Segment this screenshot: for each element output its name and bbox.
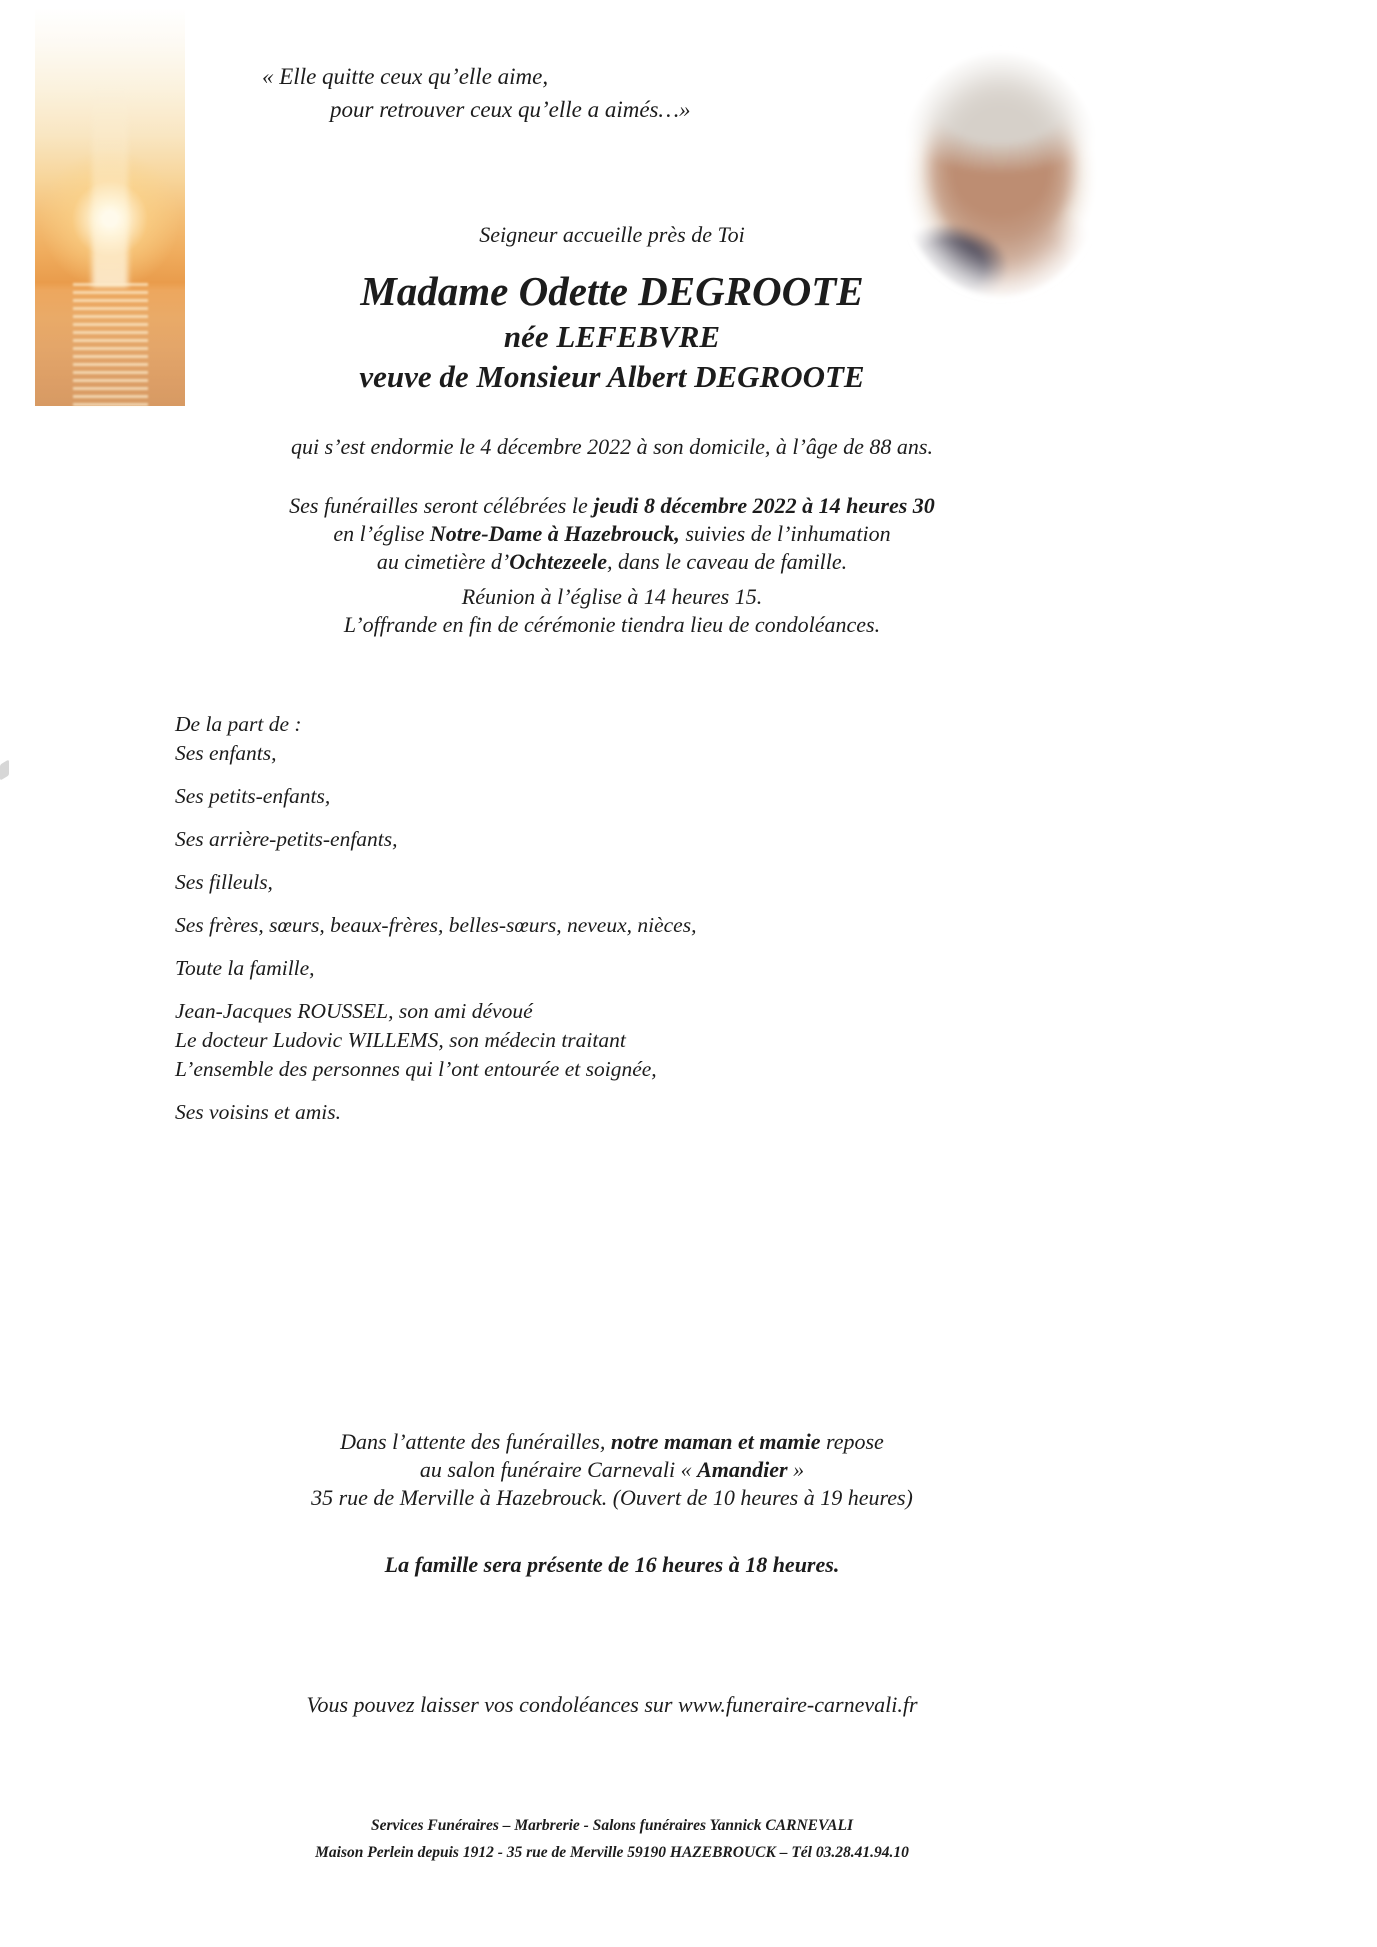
mourners-heading: De la part de : — [175, 712, 302, 736]
mourner-doctor: Le docteur Ludovic WILLEMS, son médecin traitant — [175, 1028, 626, 1052]
ceremony-details — [0, 492, 1224, 639]
vigil-line-2-text: au salon funéraire Carnevali « — [419, 1457, 698, 1482]
ceremony-line-1-text: Ses funérailles seront célébrées le — [289, 493, 594, 518]
condolences-line: Vous pouvez laisser vos condoléances sur www.funeraire-carnevali.fr — [306, 1692, 918, 1717]
mourner-siblings: Ses frères, sœurs, beaux-frères, belles-sœurs, neveux, nièces, — [175, 913, 697, 937]
vigil-line-1 — [0, 1428, 1224, 1456]
opening-quote — [262, 60, 822, 126]
ceremony-date-time: jeudi 8 décembre 2022 à 14 heures 30 — [593, 493, 935, 518]
vigil-line-2 — [0, 1456, 1224, 1484]
ceremony-line-2-text: en l’église — [333, 521, 430, 546]
footer-line-1: Services Funéraires – Marbrerie - Salons funéraires Yannick CARNEVALI — [370, 1817, 853, 1834]
vigil-details — [0, 1428, 1224, 1512]
mourner-great-grandchildren: Ses arrière-petits-enfants, — [175, 827, 398, 851]
ceremony-church: Notre-Dame à Hazebrouck, — [429, 521, 680, 546]
funeral-home-footer — [0, 1812, 1224, 1866]
family-presence: La famille sera présente de 16 heures à 18 heures. — [384, 1552, 840, 1577]
mourner-caregivers: L’ensemble des personnes qui l’ont entourée et soignée, — [175, 1057, 657, 1081]
ceremony-line-3-text: au cimetière d’ — [376, 549, 510, 574]
ceremony-line-2-suffix: suivies de l’inhumation — [679, 521, 891, 546]
mourner-friend: Jean-Jacques ROUSSEL, son ami dévoué — [175, 999, 533, 1023]
scan-artifact — [0, 759, 9, 780]
ceremony-line-3 — [0, 548, 1224, 576]
invocation: Seigneur accueille près de Toi — [479, 222, 745, 247]
portrait-vignette — [892, 46, 1109, 303]
ceremony-offering-line: L’offrande en fin de cérémonie tiendra lieu de condoléances. — [343, 612, 881, 637]
deceased-name: Madame Odette DEGROOTE — [360, 268, 864, 314]
quote-line-2: pour retrouver ceux qu’elle a aimés…» — [330, 97, 691, 122]
ceremony-cemetery: Ochtezeele — [509, 549, 607, 574]
quote-line-1: « Elle quitte ceux qu’elle aime, — [262, 64, 549, 89]
mourners-list — [175, 710, 935, 1127]
vigil-line-1-text: Dans l’attente des funérailles, — [340, 1429, 611, 1454]
deceased-widow-line: veuve de Monsieur Albert DEGROOTE — [359, 359, 865, 394]
mourner-family: Toute la famille, — [175, 956, 315, 980]
vigil-maman-mamie: notre maman et mamie — [610, 1429, 821, 1454]
vigil-salon-name: Amandier — [697, 1457, 788, 1482]
footer-line-2: Maison Perlein depuis 1912 - 35 rue de Merville 59190 HAZEBROUCK – Tél 03.28.41.94.10 — [315, 1844, 909, 1861]
mourner-neighbors: Ses voisins et amis. — [175, 1100, 342, 1124]
deceased-maiden-name: née LEFEBVRE — [503, 319, 721, 354]
death-notice: qui s’est endormie le 4 décembre 2022 à son domicile, à l’âge de 88 ans. — [291, 434, 933, 459]
ceremony-line-2 — [0, 520, 1224, 548]
ceremony-line-1 — [0, 492, 1224, 520]
mourner-grandchildren: Ses petits-enfants, — [175, 784, 331, 808]
portrait-photo — [898, 52, 1103, 297]
ceremony-meeting-line: Réunion à l’église à 14 heures 15. — [461, 584, 763, 609]
vigil-line-2-suffix: » — [787, 1457, 805, 1482]
vigil-line-1-suffix: repose — [820, 1429, 884, 1454]
ceremony-line-3-suffix: , dans le caveau de famille. — [606, 549, 848, 574]
mourner-children: Ses enfants, — [175, 741, 277, 765]
vigil-address-line: 35 rue de Merville à Hazebrouck. (Ouvert de 10 heures à 19 heures) — [311, 1485, 913, 1510]
deceased-title-block — [0, 266, 1224, 397]
mourner-godchildren: Ses filleuls, — [175, 870, 273, 894]
